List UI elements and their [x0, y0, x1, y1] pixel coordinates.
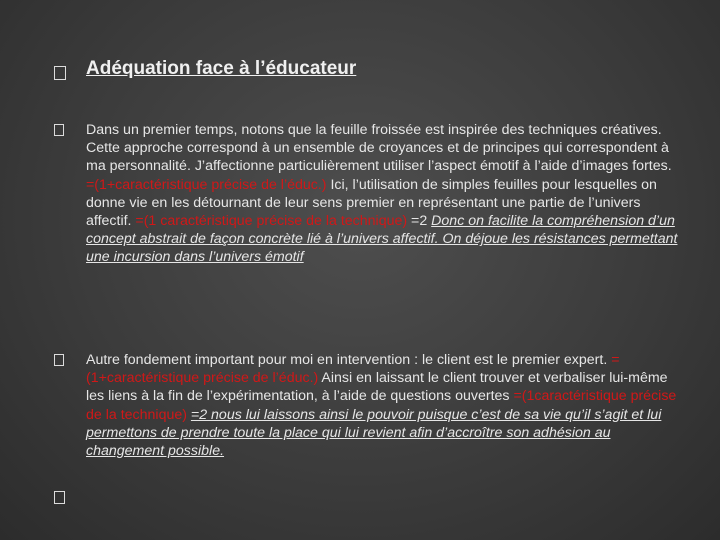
bullet-icon — [54, 66, 66, 80]
bullet-icon — [54, 491, 65, 504]
paragraph-2 — [86, 351, 686, 460]
p1-text: Dans un premier temps, notons que la feuille froissée est inspirée des techniques créatives. Cette approche correspond à un ensemble de croyances et de principes qui correspondent à ma personnalité. J’affectionne particulièrement utiliser l’aspect émotif à l’aide d’images fortes. — [86, 122, 672, 175]
p2-formula-technique: =(1caractéristique précise de la technique) — [86, 388, 677, 423]
p1-formula-technique: =(1 caractéristique précise de la technique) — [135, 213, 408, 230]
p1-equals-2: =2 — [407, 213, 432, 230]
p1-conclusion: Donc on facilite la compréhension d’un concept abstrait de façon concrète lié à l’univers affectif. On déjoue les résistances permettant une incursion dans l’univers émotif — [86, 213, 678, 266]
p1-formula-educ: =(1+caractéristique précise de l’éduc.) — [86, 176, 327, 193]
slide-title: Adéquation face à l’éducateur — [86, 58, 357, 79]
p1-text-2: Ici, l’utilisation de simples feuilles pour lesquelles on donne vie en les détournant de leur sens premier en représentant une partie de l’univers affectif. — [86, 176, 657, 230]
bullet-icon — [54, 354, 64, 366]
p2-text-2: Ainsi en laissant le client trouver et verbaliser lui-même les liens à la fin de l’expérimentation, à l’aide de questions ouvertes — [86, 370, 668, 405]
p2-formula-educ: =(1+caractéristique précise de l’éduc.) — [86, 352, 620, 387]
p2-text: Autre fondement important pour moi en intervention : le client est le premier expert. — [86, 352, 612, 368]
paragraph-1 — [86, 121, 686, 267]
p2-conclusion: =2 nous lui laissons ainsi le pouvoir puisque c’est de sa vie qu’il s’agit et lui permettons de prendre toute la place qui lui revient afin d’accroître son adhésion au changement possible. — [86, 406, 662, 460]
bullet-icon — [54, 124, 64, 136]
